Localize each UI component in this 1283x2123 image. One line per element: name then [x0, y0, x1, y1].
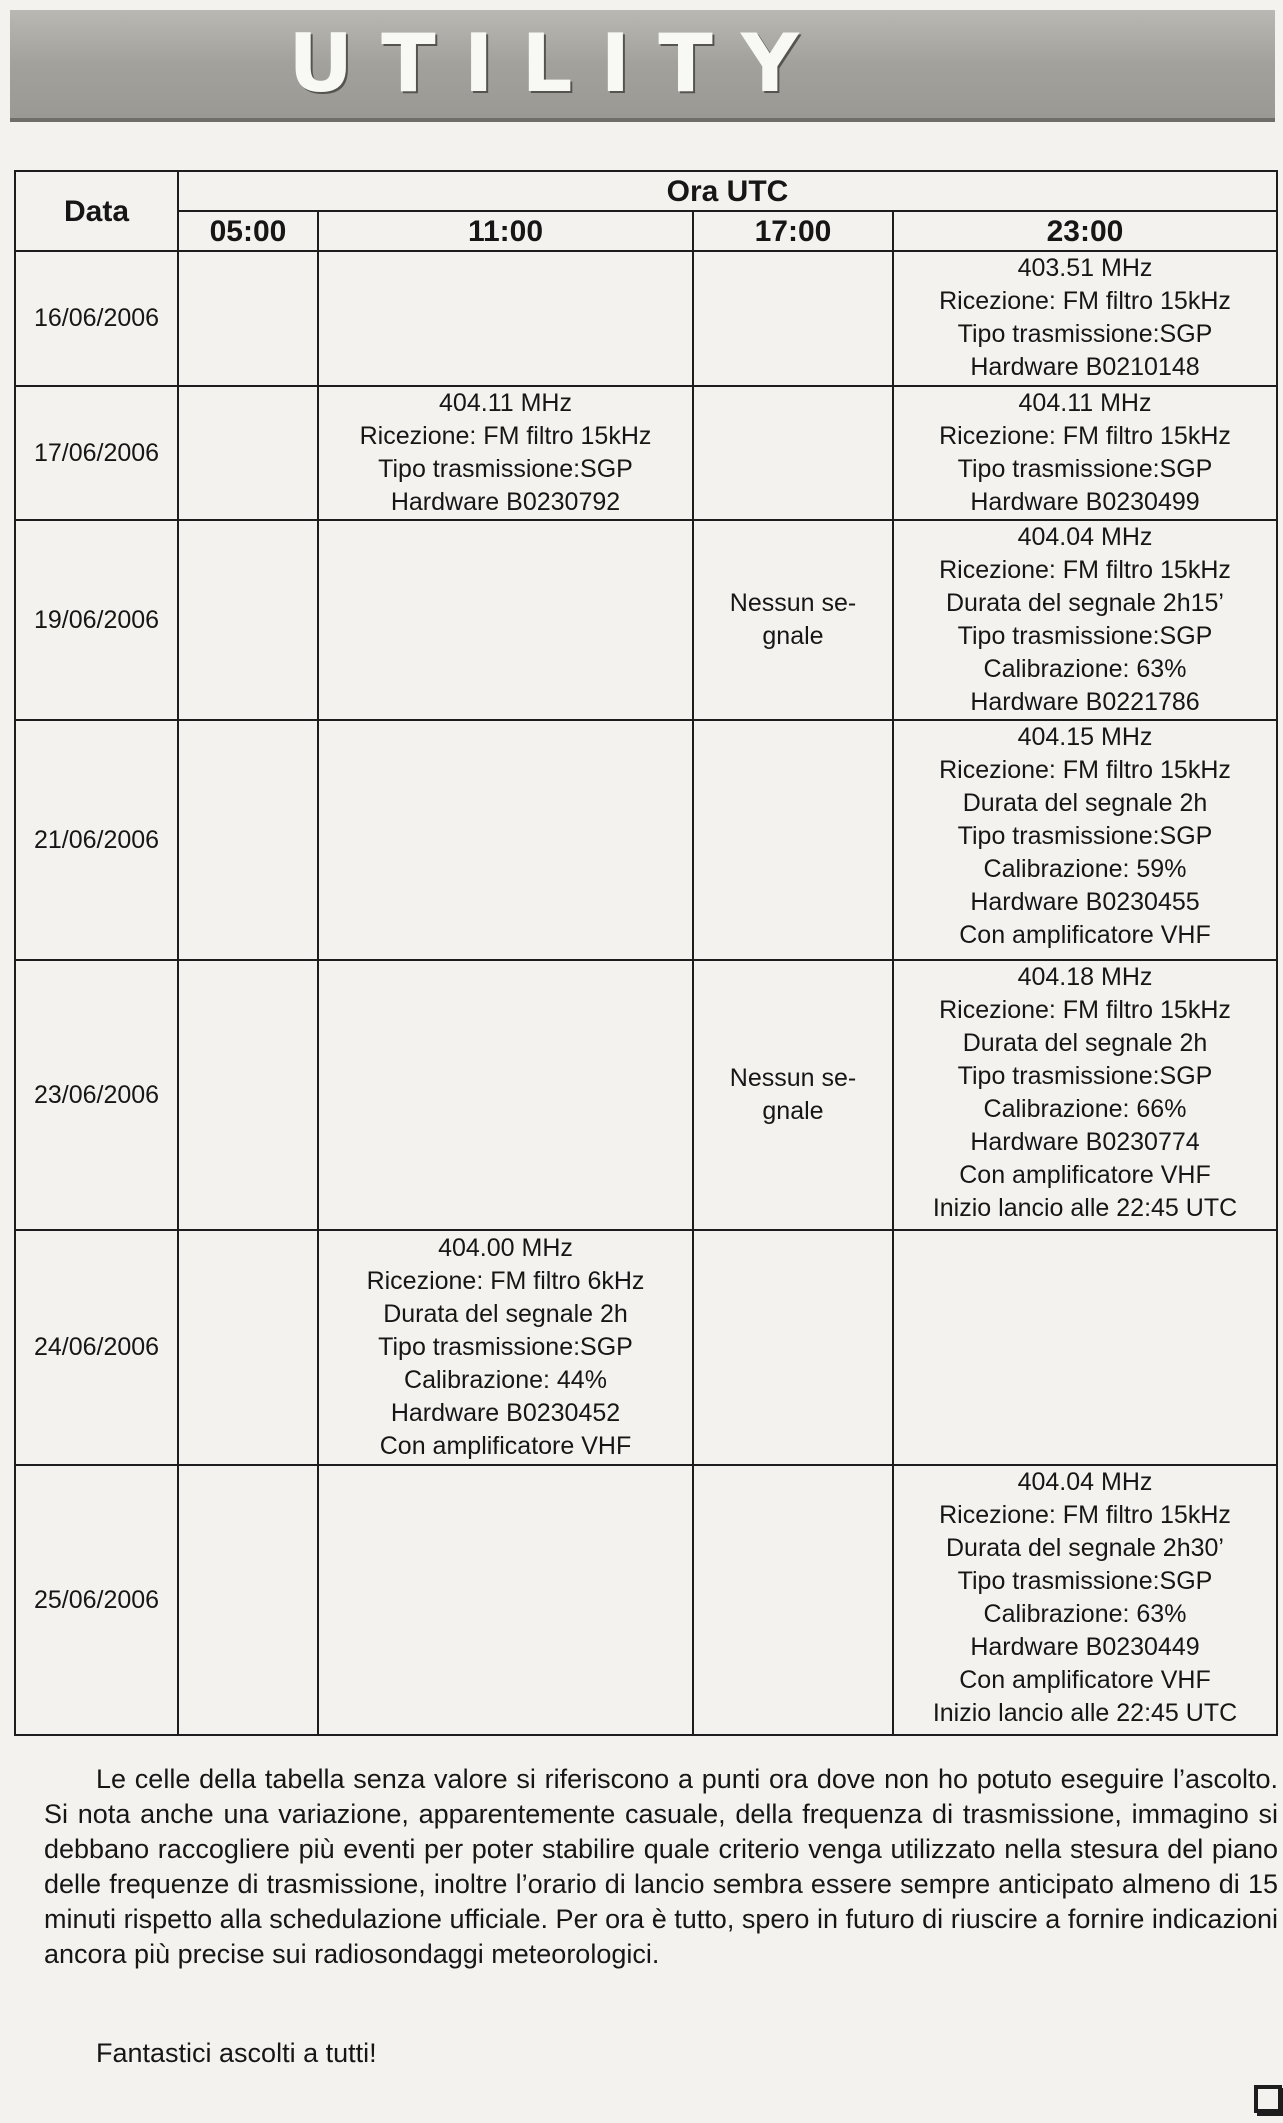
cell-1100 — [318, 386, 693, 520]
cell-1700 — [693, 251, 893, 386]
cell-line: Ricezione: FM filtro 15kHz — [939, 556, 1231, 584]
cell-line: Ricezione: FM filtro 15kHz — [939, 996, 1231, 1024]
cell-1100 — [318, 720, 693, 960]
section-banner — [10, 10, 1275, 118]
cell-1100 — [318, 1230, 693, 1465]
cell-line: Con amplificatore VHF — [959, 1666, 1211, 1694]
cell-line: 404.00 MHz — [438, 1234, 573, 1262]
cell-line: Calibrazione: 63% — [983, 1600, 1187, 1628]
cell-1700 — [693, 386, 893, 520]
cell-line: Tipo trasmissione:SGP — [378, 1333, 633, 1361]
cell-2300 — [893, 251, 1277, 386]
cell-2300 — [893, 386, 1277, 520]
cell-line: 403.51 MHz — [1017, 254, 1153, 282]
table-row — [15, 386, 1277, 520]
cell-line: Durata del segnale 2h — [962, 789, 1208, 817]
closing-paragraph: Le celle della tabella senza valore si riferiscono a punti ora dove non ho potuto eseguire l’ascolto. Si nota anche una variazione, apparentemente casuale, della frequenza di trasmissione, immagino si debbano raccogliere più eventi per poter stabilire quale criterio venga utilizzato nella stesura del piano delle frequenze di trasmissione, inoltre l’orario di lancio sembra essere sempre anticipato almeno di 15 minuti rispetto alla schedulazione ufficiale. Per ora è tutto, spero in futuro di riuscire a fornire indicazioni ancora più precise sui radiosondaggi meteorologici. — [44, 1764, 1278, 1969]
cell-line: Tipo trasmissione:SGP — [957, 822, 1213, 850]
cell-line: Tipo trasmissione:SGP — [957, 1567, 1213, 1595]
table-row — [15, 1465, 1277, 1735]
cell-line: 404.11 MHz — [1018, 389, 1152, 417]
cell-line: Con amplificatore VHF — [379, 1432, 632, 1460]
cell-2300 — [893, 1230, 1277, 1465]
table-body — [15, 251, 1277, 1735]
cell-0500 — [178, 520, 318, 720]
cell-line: Con amplificatore VHF — [959, 1161, 1211, 1189]
cell-2300 — [893, 960, 1277, 1230]
cell-line: Durata del segnale 2h — [962, 1029, 1208, 1057]
cell-line: Inizio lancio alle 22:45 UTC — [932, 1194, 1238, 1222]
cell-line: Calibrazione: 44% — [404, 1366, 607, 1394]
cell-2300 — [893, 720, 1277, 960]
row-date: 25/06/2006 — [15, 1465, 178, 1735]
table-header-row — [15, 171, 1277, 211]
cell-1700 — [693, 960, 893, 1230]
cell-line: 404.04 MHz — [1017, 1468, 1153, 1496]
cell-line: Inizio lancio alle 22:45 UTC — [932, 1699, 1238, 1727]
cell-line: Hardware B0230499 — [970, 488, 1200, 516]
cell-line: Ricezione: FM filtro 15kHz — [359, 422, 652, 450]
cell-1100 — [318, 251, 693, 386]
cell-line: Calibrazione: 59% — [983, 855, 1187, 883]
cell-line: Tipo trasmissione:SGP — [957, 455, 1213, 483]
row-date: 21/06/2006 — [15, 720, 178, 960]
cell-line: 404.04 MHz — [1017, 523, 1153, 551]
cell-line: Nessun se- — [729, 1064, 857, 1092]
cell-0500 — [178, 960, 318, 1230]
cell-line: 404.18 MHz — [1017, 963, 1153, 991]
cell-2300 — [893, 1465, 1277, 1735]
cell-line: Tipo trasmissione:SGP — [957, 1062, 1213, 1090]
cell-0500 — [178, 1230, 318, 1465]
cell-0500 — [178, 720, 318, 960]
table-row — [15, 960, 1277, 1230]
cell-1700 — [693, 1230, 893, 1465]
cell-line: Ricezione: FM filtro 15kHz — [939, 422, 1231, 450]
table-row — [15, 251, 1277, 386]
header-date: Data — [15, 171, 178, 251]
row-date: 19/06/2006 — [15, 520, 178, 720]
cell-line: Hardware B0230449 — [970, 1633, 1200, 1661]
cell-line: Ricezione: FM filtro 15kHz — [939, 287, 1231, 315]
cell-1100 — [318, 520, 693, 720]
cell-line: Hardware B0221786 — [970, 688, 1200, 716]
cell-line: Nessun se- — [729, 589, 857, 617]
header-ora-utc: Ora UTC — [178, 171, 1277, 211]
cell-line: Ricezione: FM filtro 15kHz — [939, 1501, 1231, 1529]
sign-off-text: Fantastici ascolti a tutti! — [96, 2038, 377, 2068]
cell-line: gnale — [762, 1097, 824, 1125]
cell-line: Tipo trasmissione:SGP — [957, 320, 1213, 348]
row-date: 17/06/2006 — [15, 386, 178, 520]
cell-0500 — [178, 251, 318, 386]
cell-1700 — [693, 1465, 893, 1735]
end-of-article-mark — [1254, 2085, 1282, 2113]
cell-line: Con amplificatore VHF — [959, 921, 1211, 949]
cell-line: Tipo trasmissione:SGP — [378, 455, 633, 483]
cell-line: Calibrazione: 63% — [983, 655, 1187, 683]
cell-line: Calibrazione: 66% — [983, 1095, 1187, 1123]
cell-line: Ricezione: FM filtro 15kHz — [939, 756, 1231, 784]
row-date: 24/06/2006 — [15, 1230, 178, 1465]
cell-line: 404.15 MHz — [1017, 723, 1153, 751]
cell-line: 404.11 MHz — [439, 389, 572, 417]
cell-1100 — [318, 1465, 693, 1735]
cell-line: Durata del segnale 2h15’ — [946, 589, 1224, 617]
cell-1100 — [318, 960, 693, 1230]
cell-0500 — [178, 1465, 318, 1735]
header-time: 11:00 — [318, 211, 693, 251]
utc-schedule-table — [14, 170, 1278, 1736]
table-row — [15, 720, 1277, 960]
table-row — [15, 1230, 1277, 1465]
cell-line: Hardware B0230452 — [390, 1399, 621, 1427]
row-date: 23/06/2006 — [15, 960, 178, 1230]
cell-line: Hardware B0230792 — [390, 488, 621, 516]
section-title: UTILITY — [288, 17, 827, 110]
cell-2300 — [893, 520, 1277, 720]
table-header-times-row — [15, 211, 1277, 251]
cell-line: Hardware B0230774 — [970, 1128, 1200, 1156]
cell-0500 — [178, 386, 318, 520]
cell-1700 — [693, 520, 893, 720]
cell-line: gnale — [762, 622, 824, 650]
cell-line: Tipo trasmissione:SGP — [957, 622, 1213, 650]
header-time: 23:00 — [893, 211, 1277, 251]
header-time: 17:00 — [693, 211, 893, 251]
table-row — [15, 520, 1277, 720]
header-time: 05:00 — [178, 211, 318, 251]
cell-line: Ricezione: FM filtro 6kHz — [366, 1267, 645, 1295]
cell-line: Durata del segnale 2h — [383, 1300, 628, 1328]
cell-line: Durata del segnale 2h30’ — [946, 1534, 1224, 1562]
cell-line: Hardware B0210148 — [970, 353, 1200, 381]
row-date: 16/06/2006 — [15, 251, 178, 386]
cell-1700 — [693, 720, 893, 960]
cell-line: Hardware B0230455 — [970, 888, 1200, 916]
